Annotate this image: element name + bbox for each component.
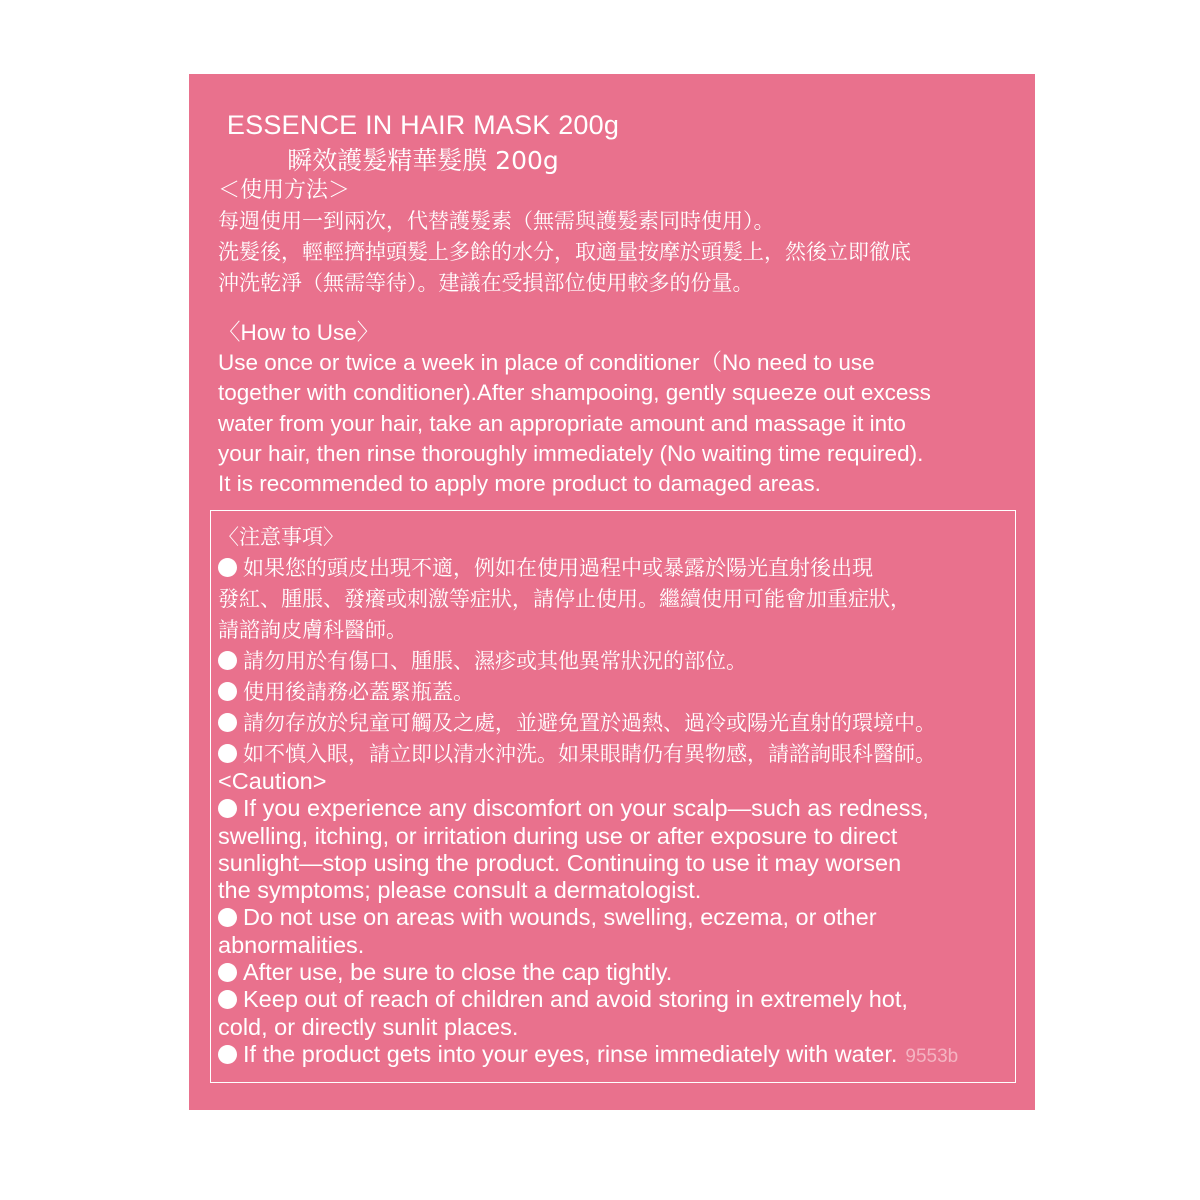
product-title-en: ESSENCE IN HAIR MASK 200g xyxy=(226,110,620,140)
batch-code: 9553b xyxy=(905,1045,959,1067)
usage-zh-line: 沖洗乾淨（無需等待）。建議在受損部位使用較多的份量。 xyxy=(218,271,754,295)
bullet-icon xyxy=(218,799,237,818)
bullet-icon xyxy=(218,744,237,763)
list-item-continuation: 請諮詢皮膚科醫師。 xyxy=(218,618,407,642)
list-item: After use, be sure to close the cap tightly. xyxy=(218,959,1018,986)
usage-zh-section xyxy=(218,176,1018,299)
list-item-continuation: cold, or directly sunlit places. xyxy=(218,1013,519,1040)
usage-zh-body xyxy=(218,206,1018,299)
bullet-icon xyxy=(218,682,237,701)
list-item: 如果您的頭皮出現不適，例如在使用過程中或暴露於陽光直射後出現 xyxy=(218,553,1018,584)
usage-en-line: water from your hair, take an appropriate amount and massage it into xyxy=(218,410,906,436)
list-item-continuation: swelling, itching, or irritation during use or after exposure to direct xyxy=(218,822,898,849)
caution-zh-heading: 〈注意事項〉 xyxy=(218,525,344,549)
list-item: Keep out of reach of children and avoid storing in extremely hot, xyxy=(218,986,1018,1013)
caution-en-list xyxy=(218,795,1018,1070)
list-item: Do not use on areas with wounds, swelling, eczema, or other xyxy=(218,904,1018,931)
bullet-icon xyxy=(218,908,237,927)
caution-zh-section xyxy=(218,522,1018,770)
list-item-continuation: sunlight—stop using the product. Continuing to use it may worsen xyxy=(218,849,902,876)
list-item-continuation: abnormalities. xyxy=(218,931,365,958)
caution-en-section xyxy=(218,768,1018,1070)
bullet-icon xyxy=(218,1045,237,1064)
product-title-zh: 瞬效護髮精華髮膜 200g xyxy=(287,146,559,175)
list-item: If you experience any discomfort on your scalp—such as redness, xyxy=(218,795,1018,822)
list-item: 請勿用於有傷口、腫脹、濕疹或其他異常狀況的部位。 xyxy=(218,646,1018,677)
usage-en-body xyxy=(218,348,1018,499)
list-item: If the product gets into your eyes, rinse immediately with water. 9553b xyxy=(218,1041,1018,1070)
usage-zh-line: 每週使用一到兩次，代替護髮素（無需與護髮素同時使用）。 xyxy=(218,209,775,233)
bullet-icon xyxy=(218,963,237,982)
list-item-continuation: 發紅、腫脹、發癢或刺激等症狀，請停止使用。繼續使用可能會加重症狀， xyxy=(218,587,911,611)
usage-en-heading: 〈How to Use〉 xyxy=(218,320,380,345)
usage-en-section xyxy=(218,318,1018,499)
caution-zh-list xyxy=(218,553,1018,770)
list-item: 如不慎入眼，請立即以清水沖洗。如果眼睛仍有異物感，請諮詢眼科醫師。 xyxy=(218,739,1018,770)
list-item: 請勿存放於兒童可觸及之處，並避免置於過熱、過冷或陽光直射的環境中。 xyxy=(218,708,1018,739)
usage-en-line: Use once or twice a week in place of conditioner（No need to use xyxy=(218,350,875,376)
bullet-icon xyxy=(218,713,237,732)
caution-en-heading: <Caution> xyxy=(218,768,327,794)
usage-zh-line: 洗髮後，輕輕擠掉頭髮上多餘的水分，取適量按摩於頭髮上，然後立即徹底 xyxy=(218,240,911,264)
usage-en-line: It is recommended to apply more product to damaged areas. xyxy=(218,471,821,497)
list-item: 使用後請務必蓋緊瓶蓋。 xyxy=(218,677,1018,708)
usage-en-line: your hair, then rinse thoroughly immediately (No waiting time required). xyxy=(218,440,924,466)
bullet-icon xyxy=(218,558,237,577)
list-item-continuation: the symptoms; please consult a dermatologist. xyxy=(218,877,702,904)
usage-en-line: together with conditioner).After shampooing, gently squeeze out excess xyxy=(218,380,931,406)
usage-zh-heading: ＜使用方法＞ xyxy=(218,178,351,203)
bullet-icon xyxy=(218,990,237,1009)
bullet-icon xyxy=(218,651,237,670)
